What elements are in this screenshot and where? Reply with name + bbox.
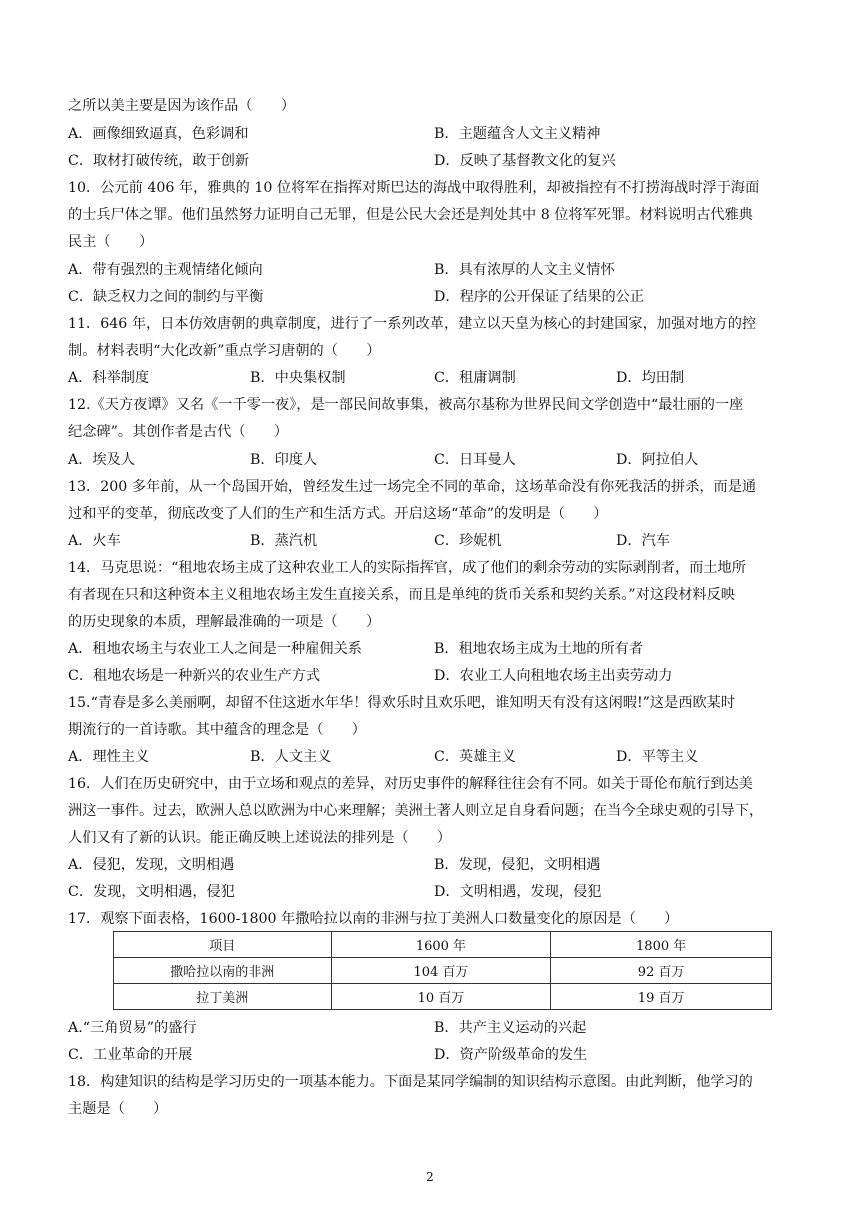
q11-option-a: A．科举制度 bbox=[68, 370, 150, 386]
q11-option-c: C．租庸调制 bbox=[434, 370, 516, 386]
q16-option-c: C．发现，文明相遇，侵犯 bbox=[68, 884, 235, 900]
q10-option-d: D．程序的公开保证了结果的公正 bbox=[434, 289, 645, 305]
q13-option-d: D．汽车 bbox=[616, 533, 670, 549]
q15-option-c: C．英雄主义 bbox=[434, 749, 516, 765]
table-cell-1600: 104 百万 bbox=[331, 958, 551, 984]
q12-option-b: B．印度人 bbox=[250, 452, 318, 468]
q17-option-a: A.“三角贸易”的盛行 bbox=[68, 1020, 197, 1036]
q14-option-a: A．租地农场主与农业工人之间是一种雇佣关系 bbox=[68, 641, 362, 657]
q9-option-c: C．取材打破传统，敢于创新 bbox=[68, 153, 250, 169]
q9-option-d: D．反映了基督教文化的复兴 bbox=[434, 153, 616, 169]
table-cell-region: 撒哈拉以南的非洲 bbox=[114, 958, 332, 984]
q16-stem-line-2: 洲这一事件。过去，欧洲人总以欧洲为中心来理解；美洲土著人则立足自身看问题；在当今全球史观的引导下， bbox=[68, 803, 764, 819]
q13-option-b: B．蒸汽机 bbox=[250, 533, 318, 549]
q10-option-a: A．带有强烈的主观情绪化倾向 bbox=[68, 262, 263, 278]
table-cell-1600: 10 百万 bbox=[331, 984, 551, 1010]
q11-stem-line-1: 11．646 年，日本仿效唐朝的典章制度，进行了一系列改革，建立以天皇为核心的封建国家，加强对地方的控 bbox=[68, 316, 757, 332]
q13-stem-line-2: 过和平的变革，彻底改变了人们的生产和生活方式。开启这场“革命”的发明是（ ） bbox=[68, 506, 608, 522]
table-row bbox=[114, 958, 772, 984]
table-header-item: 项目 bbox=[114, 932, 332, 958]
q12-option-d: D．阿拉伯人 bbox=[616, 452, 699, 468]
q11-stem-line-2: 制。材料表明“大化改新”重点学习唐朝的（ ） bbox=[68, 343, 381, 359]
q18-stem-line-1: 18．构建知识的结构是学习历史的一项基本能力。下面是某同学编制的知识结构示意图。由此判断，他学习的 bbox=[68, 1074, 753, 1090]
q11-option-d: D．均田制 bbox=[616, 370, 685, 386]
q12-stem-line-2: 纪念碑”。其创作者是古代（ ） bbox=[68, 424, 289, 440]
table-header-1800: 1800 年 bbox=[551, 932, 772, 958]
table-row bbox=[114, 984, 772, 1010]
q9-option-b: B．主题蕴含人文主义精神 bbox=[434, 126, 601, 142]
q12-option-c: C．日耳曼人 bbox=[434, 452, 516, 468]
page-number: 2 bbox=[426, 1170, 434, 1184]
q16-stem-line-3: 人们又有了新的认识。能正确反映上述说法的排列是（ ） bbox=[68, 830, 452, 846]
table-cell-1800: 92 百万 bbox=[551, 958, 772, 984]
q17-option-c: C．工业革命的开展 bbox=[68, 1047, 193, 1063]
q12-stem-line-1: 12.《天方夜谭》又名《一千零一夜》，是一部民间故事集，被高尔基称为世界民间文学创造中“最壮丽的一座 bbox=[68, 397, 744, 413]
q12-option-a: A．埃及人 bbox=[68, 452, 135, 468]
q15-option-d: D．平等主义 bbox=[616, 749, 699, 765]
q15-stem-line-1: 15.“青春是多么美丽啊，却留不住这逝水年华！得欢乐时且欢乐吧，谁知明天有没有这闲暇!”这是西欧某时 bbox=[68, 695, 736, 711]
table-header-row bbox=[114, 932, 772, 958]
q10-stem-line-2: 的士兵尸体之罪。他们虽然努力证明自己无罪，但是公民大会还是判处其中 8 位将军死罪。材料说明古代雅典 bbox=[68, 207, 753, 223]
q15-option-b: B．人文主义 bbox=[250, 749, 332, 765]
q17-stem-line-1: 17．观察下面表格，1600-1800 年撒哈拉以南的非洲与拉丁美洲人口数量变化的原因是（ ） bbox=[68, 911, 679, 927]
q16-stem-line-1: 16．人们在历史研究中，由于立场和观点的差异，对历史事件的解释往往会有不同。如关于哥伦布航行到达美 bbox=[68, 776, 753, 792]
q14-stem-line-2: 有者现在只和这种资本主义租地农场主发生直接关系，而且是单纯的货币关系和契约关系。”对这段材料反映 bbox=[68, 587, 735, 603]
q14-option-d: D．农业工人向租地农场主出卖劳动力 bbox=[434, 668, 673, 684]
q18-stem-line-2: 主题是（ ） bbox=[68, 1101, 168, 1117]
q9-stem-tail: 之所以美主要是因为该作品（ ） bbox=[68, 98, 296, 114]
q16-option-d: D．文明相遇，发现，侵犯 bbox=[434, 884, 602, 900]
q13-option-a: A．火车 bbox=[68, 533, 121, 549]
q13-stem-line-1: 13．200 多年前，从一个岛国开始，曾经发生过一场完全不同的革命，这场革命没有你死我活的拼杀，而是通 bbox=[68, 479, 757, 495]
q14-option-c: C．租地农场是一种新兴的农业生产方式 bbox=[68, 668, 321, 684]
q9-option-a: A．画像细致逼真，色彩调和 bbox=[68, 126, 249, 142]
table-cell-1800: 19 百万 bbox=[551, 984, 772, 1010]
q14-stem-line-1: 14．马克思说：“租地农场主成了这种农业工人的实际指挥官，成了他们的剩余劳动的实际剥削者，而土地所 bbox=[68, 560, 746, 576]
q15-stem-line-2: 期流行的一首诗歌。其中蕴含的理念是（ ） bbox=[68, 722, 366, 738]
q14-option-b: B．租地农场主成为土地的所有者 bbox=[434, 641, 644, 657]
q16-option-a: A．侵犯，发现，文明相遇 bbox=[68, 857, 235, 873]
q10-stem-line-1: 10．公元前 406 年，雅典的 10 位将军在指挥对斯巴达的海战中取得胜利，却被指控有不打捞海战时浮于海面 bbox=[68, 180, 760, 196]
table-header-1600: 1600 年 bbox=[331, 932, 551, 958]
table-cell-region: 拉丁美洲 bbox=[114, 984, 332, 1010]
q17-option-b: B．共产主义运动的兴起 bbox=[434, 1020, 587, 1036]
q11-option-b: B．中央集权制 bbox=[250, 370, 346, 386]
q10-option-b: B．具有浓厚的人文主义情怀 bbox=[434, 262, 615, 278]
q14-stem-line-3: 的历史现象的本质，理解最准确的一项是（ ） bbox=[68, 614, 381, 630]
q17-option-d: D．资产阶级革命的发生 bbox=[434, 1047, 588, 1063]
q13-option-c: C．珍妮机 bbox=[434, 533, 502, 549]
population-table bbox=[113, 931, 772, 1010]
q10-option-c: C．缺乏权力之间的制约与平衡 bbox=[68, 289, 264, 305]
q10-stem-line-3: 民主（ ） bbox=[68, 234, 154, 250]
q16-option-b: B．发现，侵犯，文明相遇 bbox=[434, 857, 601, 873]
q15-option-a: A．理性主义 bbox=[68, 749, 150, 765]
